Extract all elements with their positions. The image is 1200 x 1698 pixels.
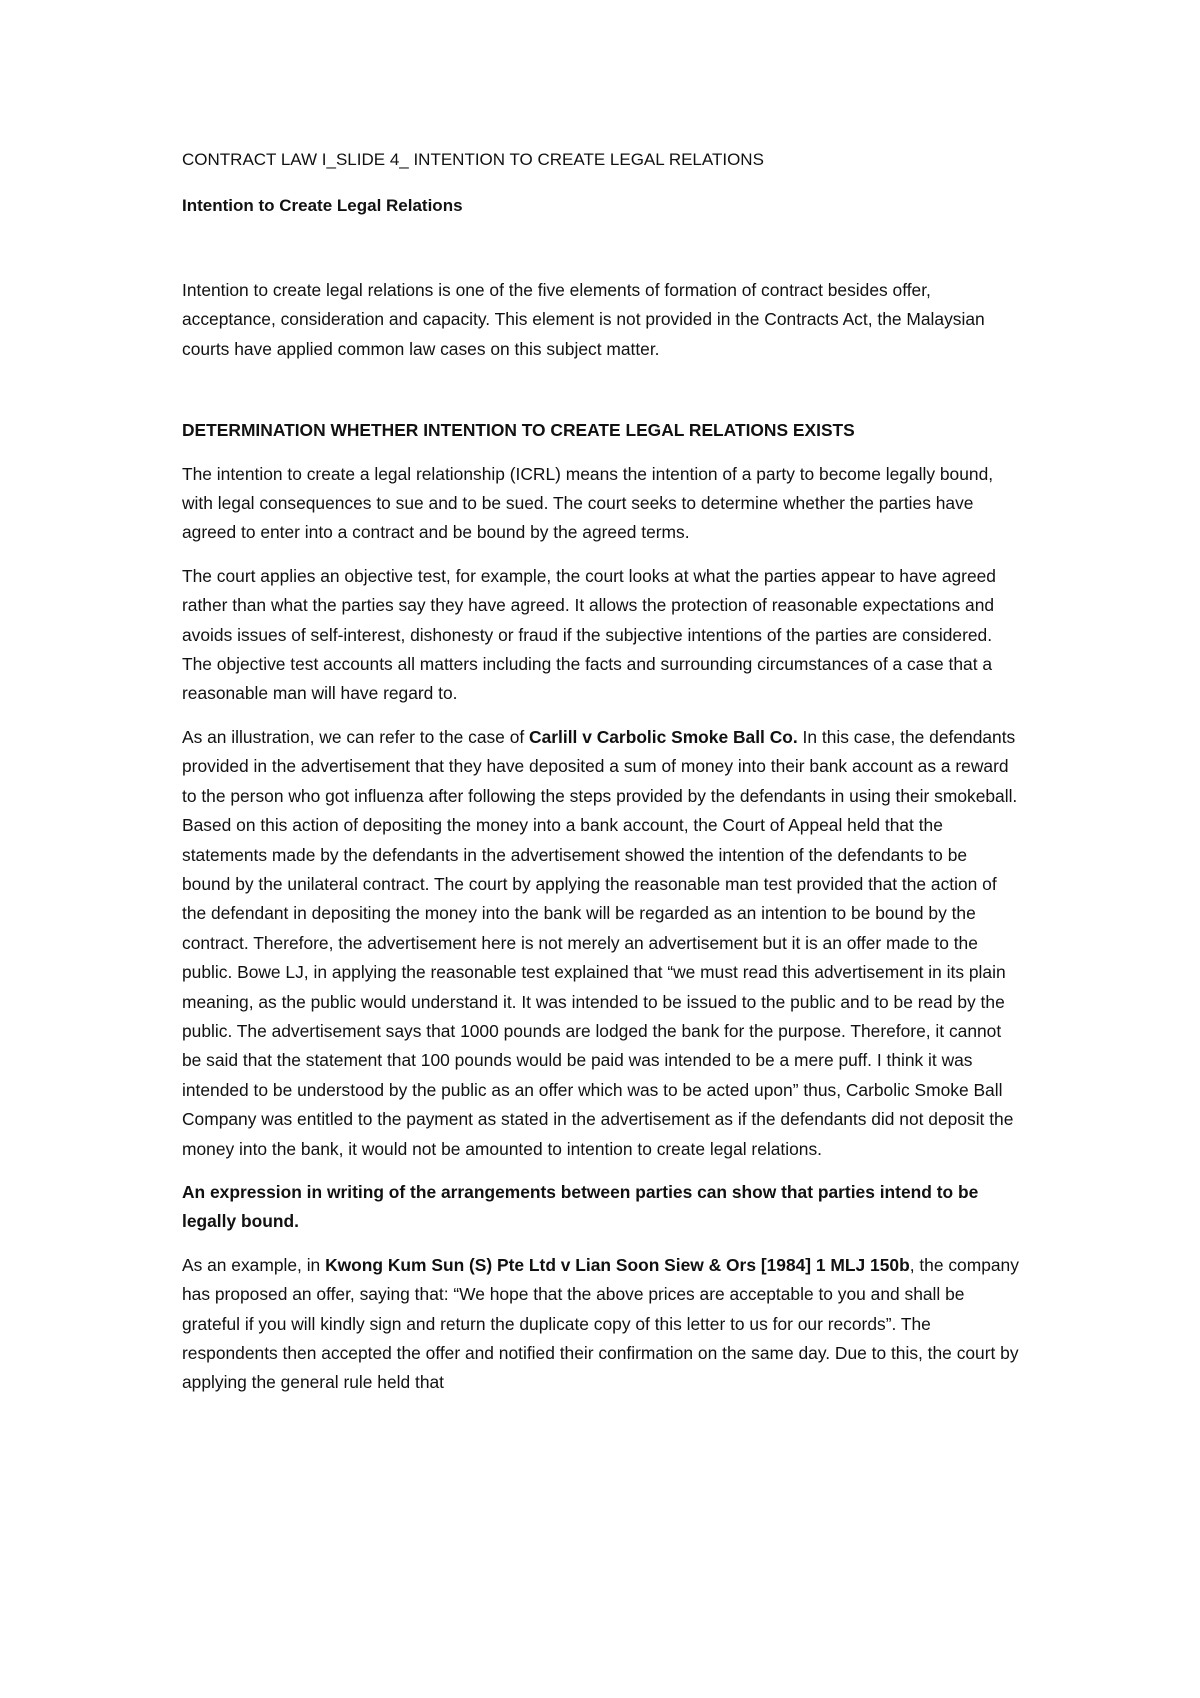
document-subtitle: Intention to Create Legal Relations xyxy=(182,196,463,215)
kwong-case-name: Kwong Kum Sun (S) Pte Ltd v Lian Soon Siew & Ors [1984] 1 MLJ 150b xyxy=(325,1254,910,1275)
document-title: CONTRACT LAW I_SLIDE 4_ INTENTION TO CREATE LEGAL RELATIONS xyxy=(182,150,764,169)
carlill-lead-text: As an illustration, we can refer to the case of xyxy=(182,726,530,747)
icrl-paragraph: The intention to create a legal relationship (ICRL) means the intention of a party to become legally bound, with legal consequences to sue and to be sued. The court seeks to determine whether the parties have agreed to enter into a contract and be bound by the agreed terms. xyxy=(182,463,994,543)
writing-heading: An expression in writing of the arrangements between parties can show that parties intend to be legally bound. xyxy=(182,1181,979,1232)
section-heading: DETERMINATION WHETHER INTENTION TO CREATE LEGAL RELATIONS EXISTS xyxy=(182,420,855,441)
objective-test-paragraph: The court applies an objective test, for example, the court looks at what the parties appear to have agreed rather than what the parties say they have agreed. It allows the protection of reasonable expectations and avoids issues of self-interest, dishonesty or fraud if the subjective intentions of the parties are considered. The objective test accounts all matters including the facts and surrounding circumstances of a case that a reasonable man will have regard to. xyxy=(182,565,996,704)
carlill-case-name: Carlill v Carbolic Smoke Ball Co. xyxy=(529,726,798,747)
intro-paragraph: Intention to create legal relations is one of the five elements of formation of contract besides offer, acceptance, consideration and capacity. This element is not provided in the Contracts Act, the Malaysian courts have applied common law cases on this subject matter. xyxy=(182,280,985,359)
kwong-body-text: , the company has proposed an offer, saying that: “We hope that the above prices are acceptable to you and shall be grateful if you will kindly sign and return the duplicate copy of this letter to us for our records”. The respondents then accepted the offer and notified their confirmation on the same day. Due to this, the court by applying the general rule held that xyxy=(182,1254,1019,1393)
carlill-paragraph xyxy=(182,723,1020,1164)
carlill-body-text: In this case, the defendants provided in the advertisement that they have deposited a sum of money into their bank account as a reward to the person who got influenza after following the steps provided by the defendants in using their smokeball. Based on this action of depositing the money into a bank account, the Court of Appeal held that the statements made by the defendants in the advertisement showed the intention of the defendants to be bound by the unilateral contract. The court by applying the reasonable man test provided that the action of the defendant in depositing the money into the bank will be regarded as an intention to be bound by the contract. Therefore, the advertisement here is not merely an advertisement but it is an offer made to the public. Bowe LJ, in applying the reasonable test explained that “we must read this advertisement in its plain meaning, as the public would understand it. It was intended to be issued to the public and to be read by the public. The advertisement says that 1000 pounds are lodged the bank for the purpose. Therefore, it cannot be said that the statement that 100 pounds would be paid was intended to be a mere puff. I think it was intended to be understood by the public as an offer which was to be acted upon” thus, Carbolic Smoke Ball Company was entitled to the payment as stated in the advertisement as if the defendants did not deposit the money into the bank, it would not be amounted to intention to create legal relations. xyxy=(182,726,1018,1159)
kwong-lead-text: As an example, in xyxy=(182,1254,326,1275)
kwong-paragraph xyxy=(182,1251,1020,1398)
